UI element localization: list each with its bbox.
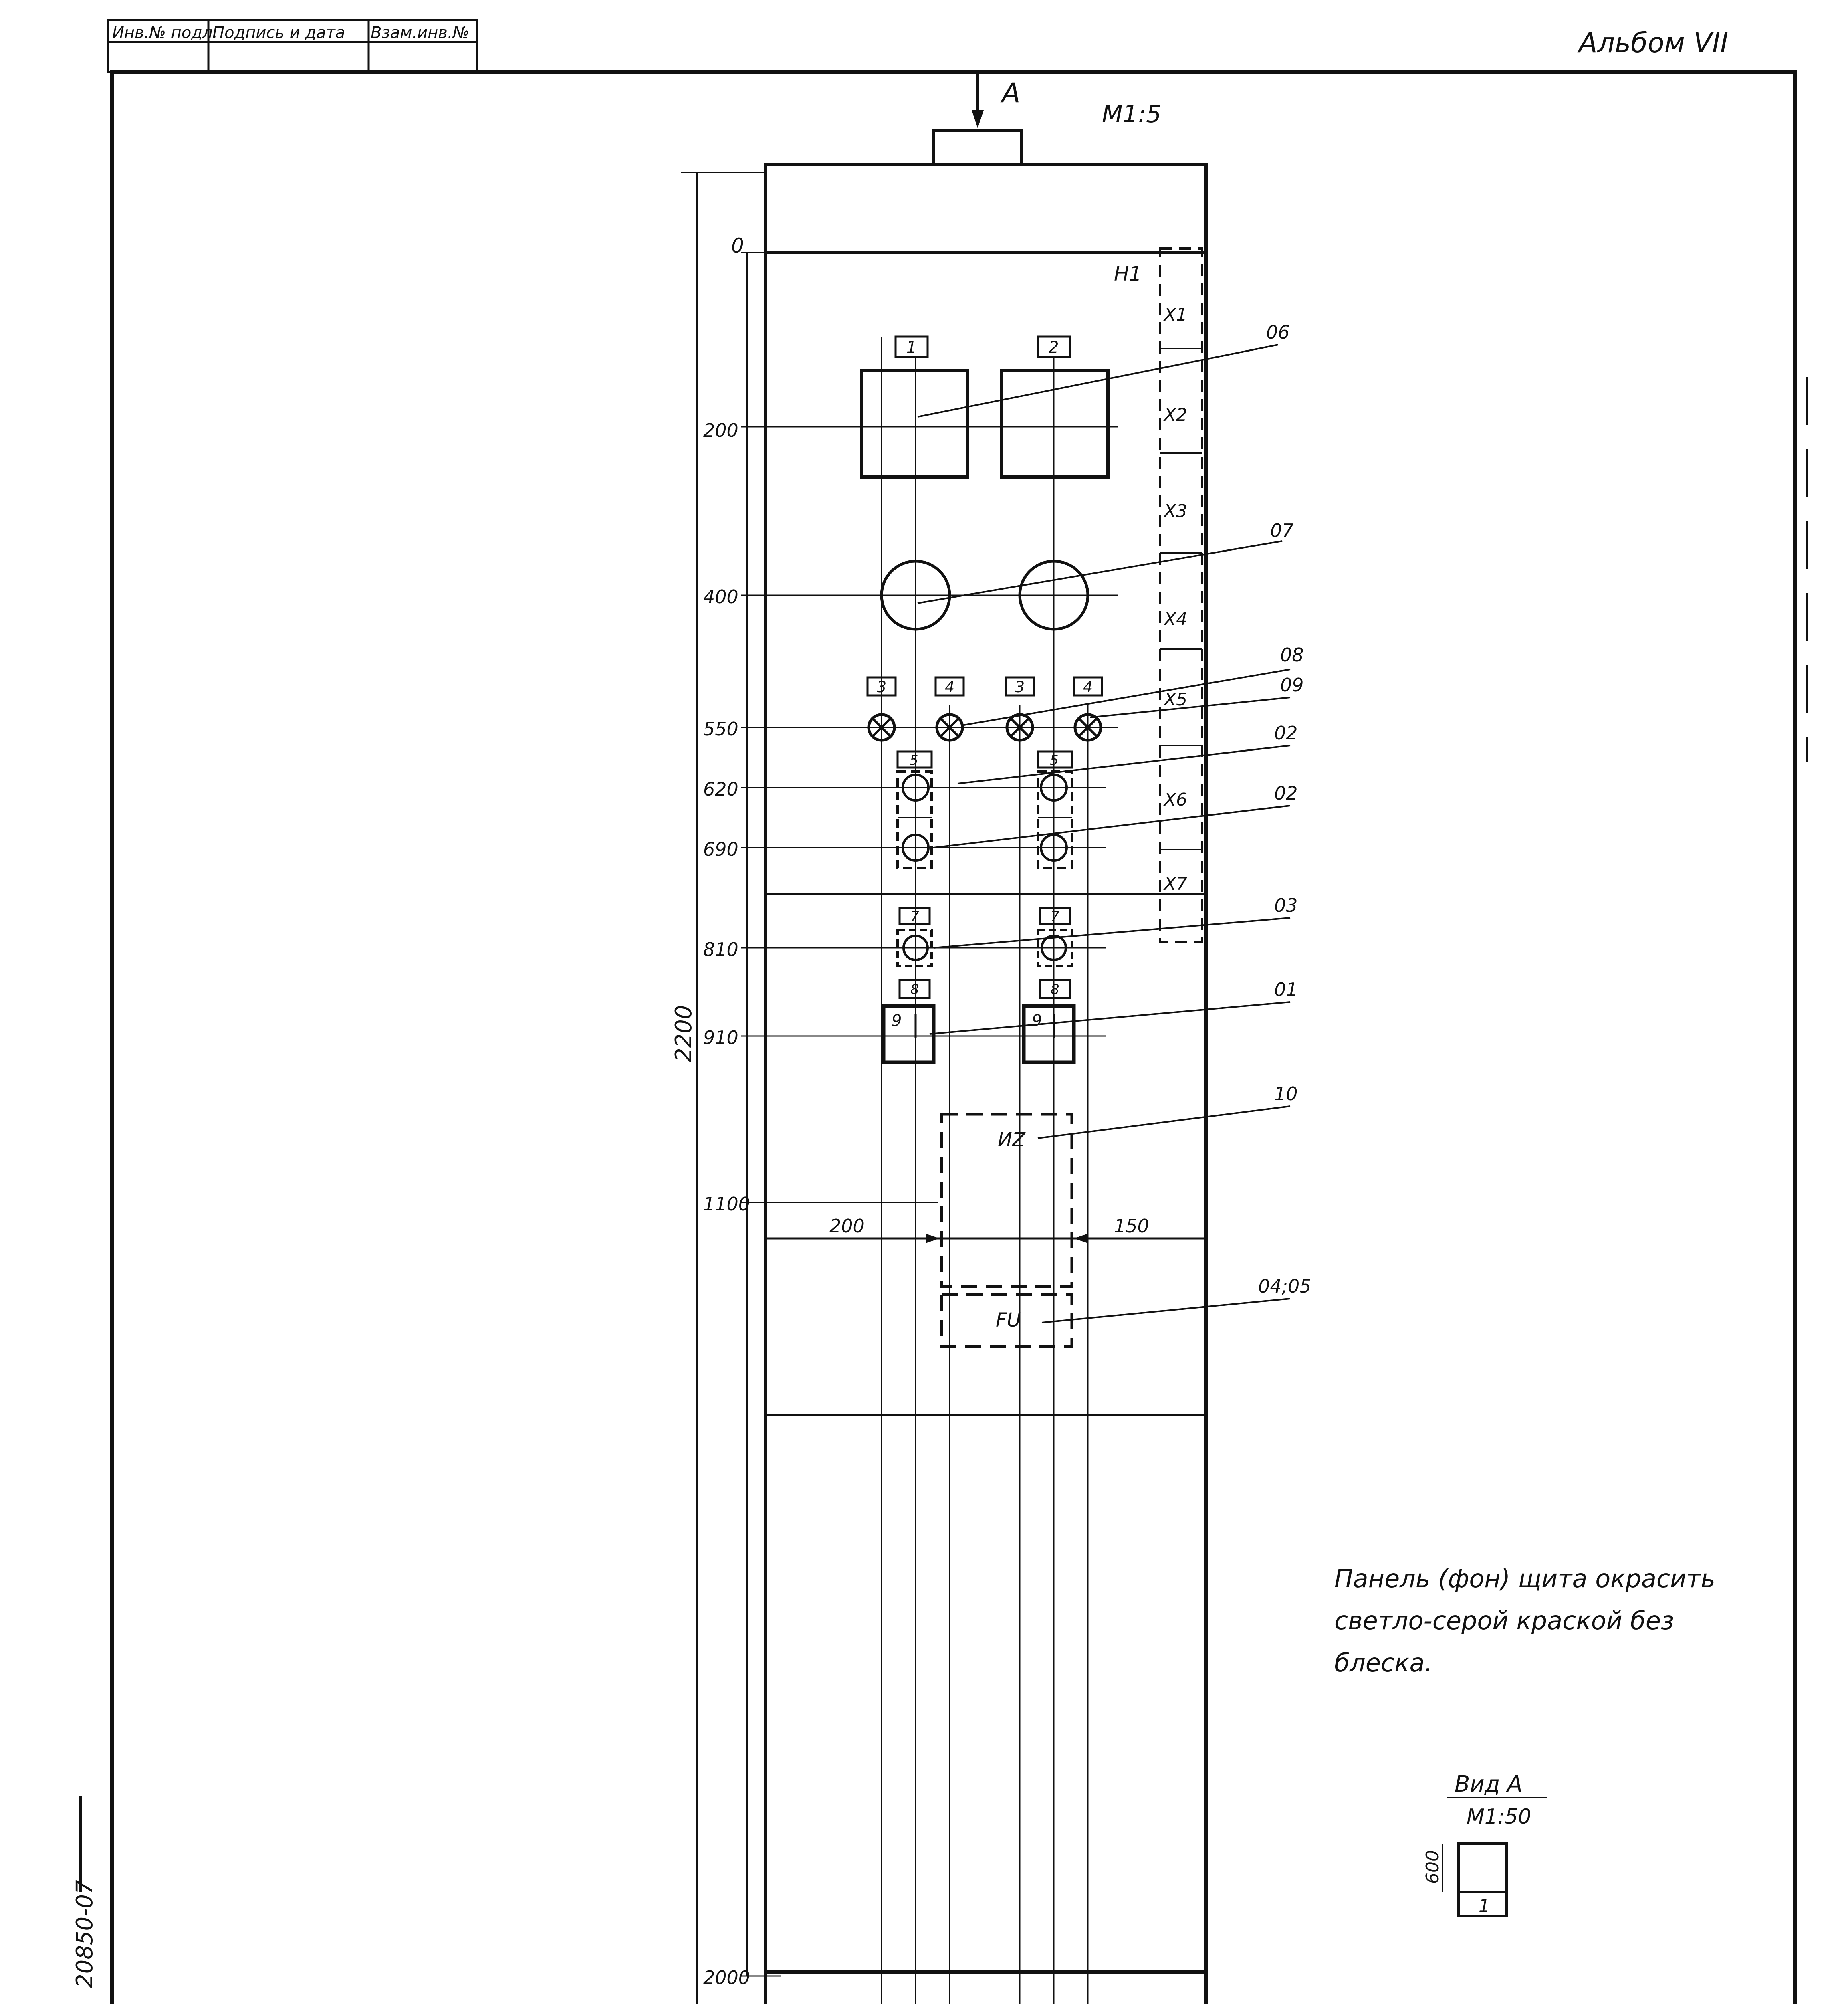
view-a-marker <box>934 72 1161 164</box>
terminal-x3: Х3 <box>1164 501 1188 521</box>
dim-height-total: 2200 <box>671 1005 697 1062</box>
box-fu-label: FU <box>996 1309 1021 1331</box>
switch-9-left <box>884 980 934 1062</box>
callout-09: 09 <box>1280 674 1304 696</box>
cabinet <box>765 164 1206 2004</box>
tag-7b-label: 7 <box>1051 909 1059 925</box>
tag-1-label: 1 <box>906 338 917 357</box>
view-a-scale: М1:50 <box>1467 1805 1531 1829</box>
level-200: 200 <box>703 420 738 441</box>
view-a-label: 1 <box>1479 1896 1490 1916</box>
tag-9a-label: 9 <box>892 1012 902 1030</box>
level-550: 550 <box>703 718 738 740</box>
tag-2-label: 2 <box>1049 338 1059 357</box>
tag-5a-label: 5 <box>910 752 918 768</box>
dim-200-horizontal: 200 <box>829 1215 865 1237</box>
callout-06: 06 <box>1266 321 1290 343</box>
note-line-3: блеска. <box>1334 1648 1433 1677</box>
level-labels <box>703 234 764 2004</box>
meter-2 <box>1002 371 1108 477</box>
dim-150-horizontal: 150 <box>1114 1215 1149 1237</box>
tag-9b-label: 9 <box>1032 1012 1042 1030</box>
callout-03: 03 <box>1274 895 1298 916</box>
note <box>1334 1564 1715 1677</box>
tag-5b-label: 5 <box>1050 752 1059 768</box>
terminal-x4: Х4 <box>1164 609 1188 630</box>
level-1100: 1100 <box>703 1193 750 1215</box>
sheet-frame <box>112 72 1795 2004</box>
tag-3a-label: 3 <box>877 678 887 696</box>
box-iz-label: ИZ <box>998 1129 1025 1151</box>
center-lines <box>882 337 1088 2004</box>
view-a <box>1422 1771 1547 1916</box>
callout-04-05: 04;05 <box>1258 1275 1311 1297</box>
terminal-x5: Х5 <box>1164 689 1188 710</box>
switch-9-right <box>1024 980 1074 1062</box>
tag-4b-label: 4 <box>1083 678 1093 696</box>
note-line-1: Панель (фон) щита окрасить <box>1334 1564 1716 1593</box>
corner-stamp-sign: Подпись и дата <box>212 24 345 42</box>
button-group-left <box>898 752 932 868</box>
level-620: 620 <box>703 778 738 800</box>
terminal-x6: Х6 <box>1164 790 1188 810</box>
tag-4a-label: 4 <box>945 678 955 696</box>
callout-01: 01 <box>1274 979 1298 1000</box>
tag-3b-label: 3 <box>1015 678 1025 696</box>
cabinet-mark: Н1 <box>1114 262 1142 285</box>
note-line-2: светло-серой краской без <box>1334 1606 1674 1635</box>
box-iz <box>942 1114 1072 1287</box>
level-400: 400 <box>703 586 738 608</box>
tag-8a-label: 8 <box>910 982 919 998</box>
scale-label: М1:5 <box>1102 100 1162 128</box>
corner-stamp-replace: Взам.инв.№ <box>371 24 470 42</box>
view-a-dim: 600 <box>1422 1850 1443 1884</box>
callout-08: 08 <box>1280 644 1304 666</box>
view-a-title: Вид А <box>1455 1771 1523 1797</box>
album-label: Альбом VII <box>1579 27 1729 59</box>
callout-leaders <box>918 345 1290 1323</box>
tag-8b-label: 8 <box>1051 982 1059 998</box>
view-a-letter: А <box>1002 77 1021 109</box>
level-910: 910 <box>703 1027 738 1048</box>
callout-10: 10 <box>1274 1083 1298 1105</box>
meter-1 <box>861 371 968 477</box>
switch-7-left <box>898 908 932 966</box>
level-810: 810 <box>703 939 738 960</box>
level-2000: 2000 <box>703 1967 750 1988</box>
tag-7a-label: 7 <box>910 909 919 925</box>
callout-02b: 02 <box>1274 782 1298 804</box>
height-dimension <box>671 172 765 2004</box>
corner-stamp <box>108 20 477 72</box>
terminal-strip <box>1160 248 1202 942</box>
terminal-x7: Х7 <box>1164 874 1188 894</box>
terminal-x1: Х1 <box>1164 305 1188 325</box>
terminal-x2: Х2 <box>1164 405 1188 425</box>
level-690: 690 <box>703 838 738 860</box>
box-fu <box>942 1295 1072 1347</box>
button-group-right <box>1038 752 1072 868</box>
level-0-top: 0 <box>731 234 744 257</box>
corner-stamp-inv: Инв.№ подл. <box>112 24 218 42</box>
callout-02a: 02 <box>1274 722 1298 744</box>
margin-code: 20850-07 <box>72 1880 98 1988</box>
callout-07: 07 <box>1270 520 1294 541</box>
